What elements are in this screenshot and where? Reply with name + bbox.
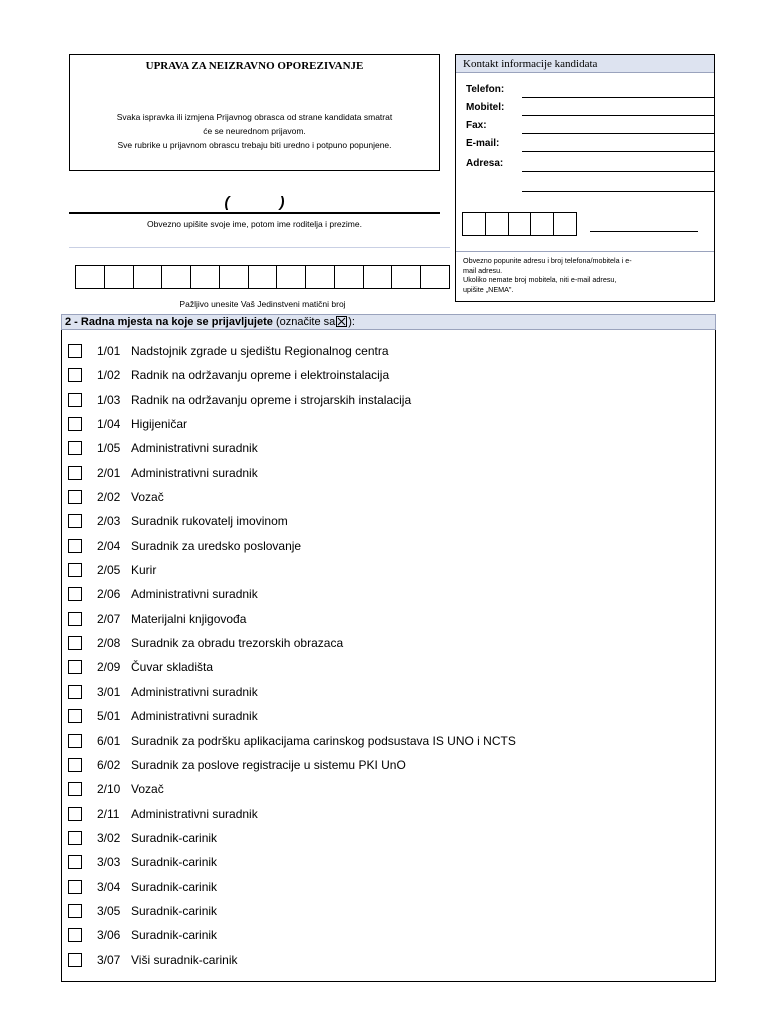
jmbg-hint: Pažljivo unesite Vaš Jedinstveni matični broj [179,299,346,309]
jmbg-digit-box[interactable] [392,266,421,288]
agency-title: UPRAVA ZA NEIZRAVNO OPOREZIVANJE [145,60,364,72]
section-2-title: 2 - Radna mjesta na koje se prijavljujete [65,316,273,328]
position-title: Radnik na održavanju opreme i strojarskih instalacija [131,392,412,407]
contact-row-address[interactable] [466,155,714,175]
jmbg-digit-box[interactable] [249,266,278,288]
divider [69,247,450,248]
position-title: Suradnik za poslove registracije u sistemu PKI UnO [131,757,406,772]
position-item[interactable] [68,828,715,852]
position-code: 6/01 [97,733,121,748]
mobile-field[interactable] [522,115,714,116]
phone-field[interactable] [522,97,714,98]
agency-notice-line: će se neurednom prijavom. [203,126,306,136]
position-checkbox[interactable] [68,514,82,528]
position-item[interactable] [68,511,715,535]
position-code: 2/03 [97,514,121,529]
address-field-line2[interactable] [522,191,714,192]
jmbg-digit-box[interactable] [335,266,364,288]
position-title: Administrativni suradnik [131,684,258,699]
position-item[interactable] [68,657,715,681]
contact-note-line: mail adresu. [463,265,503,275]
position-item[interactable] [68,414,715,438]
positions-box [61,330,716,982]
name-field-hint: Obvezno upišite svoje ime, potom ime roditelja i prezime. [147,219,362,229]
jmbg-digit-box[interactable] [277,266,306,288]
position-checkbox[interactable] [68,831,82,845]
position-item[interactable] [68,731,715,755]
position-code: 5/01 [97,709,121,724]
contact-note-line: Obvezno popunite adresu i broj telefona/mobitela i e- [463,256,632,265]
position-checkbox[interactable] [68,880,82,894]
position-item[interactable] [68,877,715,901]
position-code: 2/05 [97,563,121,578]
position-title: Nadstojnik zgrade u sjedištu Regionalnog centra [131,344,389,358]
position-code: 1/05 [97,441,121,456]
checked-box-icon [336,316,347,327]
position-checkbox[interactable] [68,344,82,358]
position-title: Viši suradnik-carinik [131,952,238,967]
position-title: Administrativni suradnik [131,709,258,724]
position-code: 2/06 [97,587,121,602]
position-title: Radnik na održavanju opreme i elektroinstalacija [131,368,390,383]
divider [456,251,714,252]
position-code: 6/02 [97,757,121,772]
position-checkbox[interactable] [68,587,82,601]
jmbg-digit-box[interactable] [162,266,191,288]
position-checkbox[interactable] [68,539,82,553]
position-title: Suradnik za podršku aplikacijama carinskog podsustava IS UNO i NCTS [131,733,516,748]
position-item[interactable] [68,609,715,633]
position-code: 3/01 [97,684,121,699]
position-code: 2/10 [97,782,121,797]
agency-notice-line: Sve rubrike u prijavnom obrascu trebaju biti uredno i potpuno popunjene. [117,140,392,150]
city-field-line[interactable] [590,231,698,232]
position-checkbox[interactable] [68,904,82,918]
mobile-label: Mobitel: [466,102,505,113]
jmbg-digit-box[interactable] [421,266,449,288]
position-item[interactable] [68,463,715,487]
position-checkbox[interactable] [68,685,82,699]
position-checkbox[interactable] [68,417,82,431]
position-code: 2/01 [97,465,121,480]
position-item[interactable] [68,584,715,608]
position-item[interactable] [68,852,715,876]
jmbg-digit-box[interactable] [306,266,335,288]
position-title: Suradnik za uredsko poslovanje [131,538,302,553]
postal-code-digit-box[interactable] [486,213,509,235]
address-label: Adresa: [466,158,504,169]
position-title: Administrativni suradnik [131,465,258,480]
position-checkbox[interactable] [68,563,82,577]
position-code: 3/05 [97,903,121,918]
position-item[interactable] [68,341,715,365]
postal-code-boxes[interactable] [462,212,577,236]
postal-code-digit-box[interactable] [554,213,576,235]
position-code: 3/02 [97,830,121,845]
jmbg-digit-box[interactable] [76,266,105,288]
position-code: 2/04 [97,538,121,553]
position-item[interactable] [68,755,715,779]
position-item[interactable] [68,706,715,730]
position-item[interactable] [68,487,715,511]
postal-code-digit-box[interactable] [463,213,486,235]
position-title: Kurir [131,563,157,578]
jmbg-digit-box[interactable] [364,266,393,288]
position-code: 3/04 [97,879,121,894]
position-checkbox[interactable] [68,490,82,504]
position-checkbox[interactable] [68,636,82,650]
position-code: 1/03 [97,392,121,407]
jmbg-digit-box[interactable] [105,266,134,288]
position-title: Suradnik-carinik [131,855,218,870]
position-title: Vozač [131,490,164,505]
position-item[interactable] [68,365,715,389]
section-2-hint-before: (označite sa [275,316,336,328]
jmbg-input-boxes[interactable] [75,265,450,289]
position-checkbox[interactable] [68,855,82,869]
position-checkbox[interactable] [68,953,82,967]
contact-note-line: upišite „NEMA". [463,284,514,294]
position-title: Suradnik-carinik [131,879,218,894]
jmbg-digit-box[interactable] [220,266,249,288]
position-checkbox[interactable] [68,466,82,480]
email-field[interactable] [522,151,714,152]
position-title: Suradnik rukovatelj imovinom [131,514,288,529]
position-title: Materijalni knjigovođa [131,611,247,626]
position-code: 3/03 [97,855,121,870]
position-title: Suradnik-carinik [131,928,218,943]
position-code: 1/01 [97,344,121,358]
agency-notice-line: Svaka ispravka ili izmjena Prijavnog obrasca od strane kandidata smatrat [116,112,393,122]
position-item[interactable] [68,560,715,584]
section-2-hint-after: ): [348,316,355,328]
name-field-parens[interactable]: ( ) [224,194,285,211]
positions-list [68,341,715,974]
fax-label: Fax: [466,120,487,131]
postal-code-digit-box[interactable] [509,213,532,235]
position-checkbox[interactable] [68,441,82,455]
position-item[interactable] [68,925,715,949]
position-title: Administrativni suradnik [131,587,258,602]
position-code: 1/04 [97,417,121,432]
position-title: Higijeničar [131,417,188,432]
position-item[interactable] [68,438,715,462]
contact-note [463,256,708,294]
position-checkbox[interactable] [68,734,82,748]
position-code: 3/06 [97,928,121,943]
position-item[interactable] [68,779,715,803]
position-title: Suradnik-carinik [131,903,218,918]
position-checkbox[interactable] [68,660,82,674]
position-checkbox[interactable] [68,928,82,942]
jmbg-digit-box[interactable] [191,266,220,288]
contact-row-email[interactable] [466,135,714,155]
position-item[interactable] [68,950,715,974]
position-item[interactable] [68,390,715,414]
position-title: Administrativni suradnik [131,441,258,456]
contact-note-line: Ukoliko nemate broj mobitela, niti e-mail adresu, [463,275,617,284]
position-item[interactable] [68,633,715,657]
name-field-line[interactable] [69,212,440,214]
position-checkbox[interactable] [68,368,82,382]
jmbg-digit-box[interactable] [134,266,163,288]
position-item[interactable] [68,536,715,560]
position-title: Čuvar skladišta [131,660,214,675]
agency-notice [76,110,433,152]
phone-label: Telefon: [466,84,505,95]
position-code: 2/08 [97,636,121,651]
contact-row-phone[interactable] [466,81,714,101]
contact-row-mobile[interactable] [466,99,714,119]
contact-row-fax[interactable] [466,117,714,137]
agency-box [69,54,440,171]
position-checkbox[interactable] [68,758,82,772]
fax-field[interactable] [522,133,714,134]
address-field[interactable] [522,171,714,172]
position-checkbox[interactable] [68,807,82,821]
position-code: 2/11 [97,806,120,821]
position-title: Vozač [131,782,164,797]
position-item[interactable] [68,682,715,706]
position-code: 2/02 [97,490,121,505]
position-checkbox[interactable] [68,393,82,407]
contact-info-title: Kontakt informacije kandidata [456,55,714,73]
section-2-header [61,314,716,330]
position-item[interactable] [68,901,715,925]
position-code: 1/02 [97,368,121,383]
position-code: 2/09 [97,660,121,675]
position-checkbox[interactable] [68,612,82,626]
position-title: Administrativni suradnik [131,806,258,821]
position-checkbox[interactable] [68,782,82,796]
position-title: Suradnik za obradu trezorskih obrazaca [131,636,344,651]
position-item[interactable] [68,804,715,828]
contact-info-box [455,54,715,302]
position-title: Suradnik-carinik [131,830,218,845]
position-code: 2/07 [97,611,121,626]
position-checkbox[interactable] [68,709,82,723]
email-label: E-mail: [466,138,500,149]
postal-code-digit-box[interactable] [531,213,554,235]
position-code: 3/07 [97,952,121,967]
